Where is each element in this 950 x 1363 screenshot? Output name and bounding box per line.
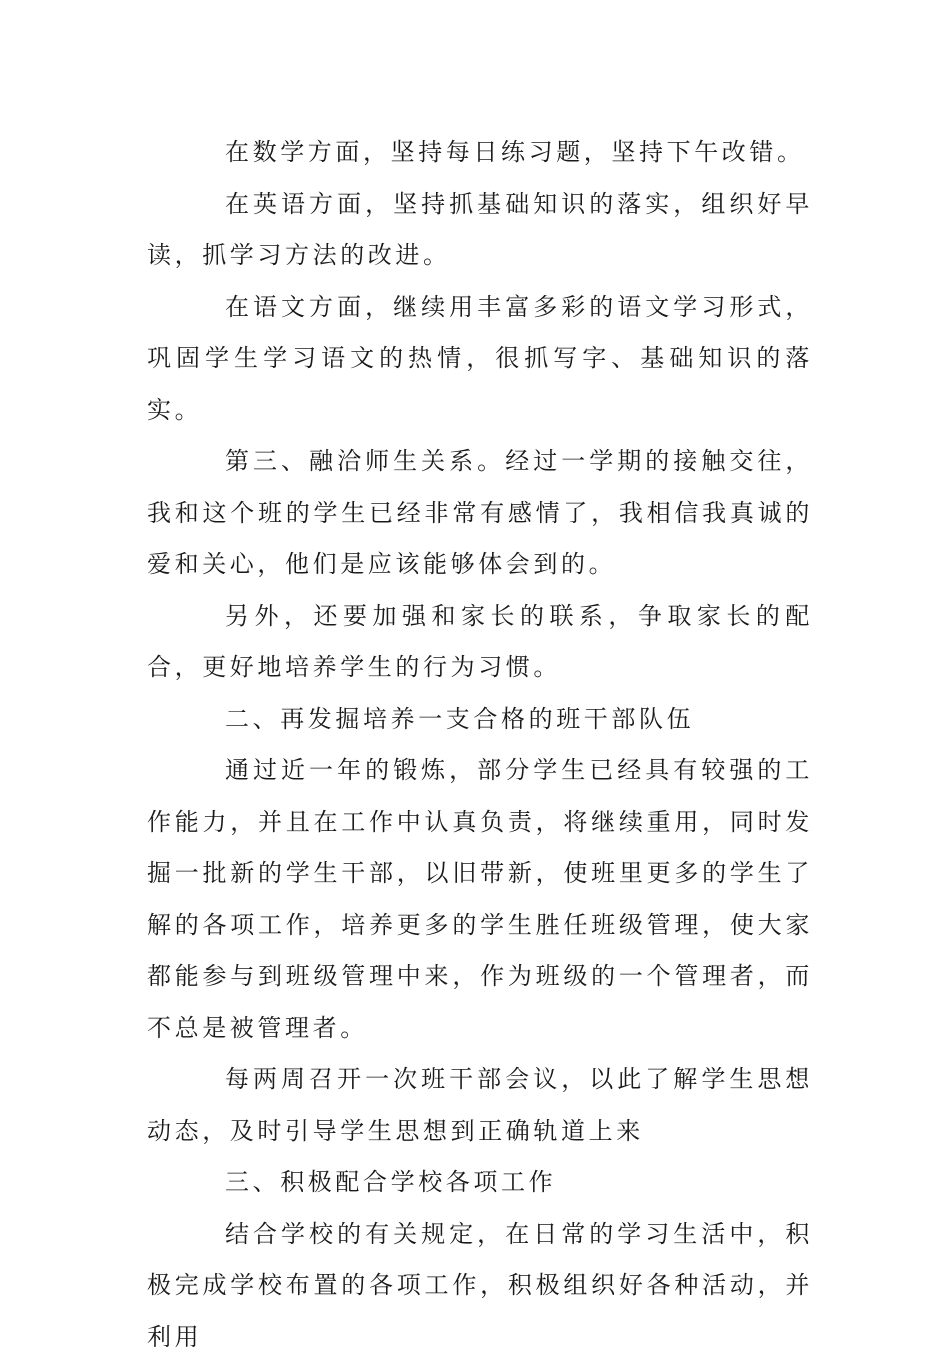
paragraph-chinese: 在语文方面，继续用丰富多彩的语文学习形式，巩固学生学习语文的热情，很抓写字、基础知识的落实。 (147, 282, 813, 437)
paragraph-english: 在英语方面，坚持抓基础知识的落实，组织好早读，抓学习方法的改进。 (147, 179, 813, 282)
paragraph-teacher-student-relationship: 第三、融洽师生关系。经过一学期的接触交往，我和这个班的学生已经非常有感情了，我相信我真诚的爱和关心，他们是应该能够体会到的。 (147, 436, 813, 591)
paragraph-math: 在数学方面，坚持每日练习题，坚持下午改错。 (147, 127, 813, 179)
paragraph-parents: 另外，还要加强和家长的联系，争取家长的配合，更好地培养学生的行为习惯。 (147, 591, 813, 694)
document-body (147, 127, 813, 1363)
paragraph-school-regulations: 结合学校的有关规定，在日常的学习生活中，积极完成学校布置的各项工作，积极组织好各种活动，并利用 (147, 1209, 813, 1363)
paragraph-cadre-meetings: 每两周召开一次班干部会议，以此了解学生思想动态，及时引导学生思想到正确轨道上来 (147, 1054, 813, 1157)
section-heading-school-work: 三、积极配合学校各项工作 (147, 1157, 813, 1209)
paragraph-cadre-training: 通过近一年的锻炼，部分学生已经具有较强的工作能力，并且在工作中认真负责，将继续重用，同时发掘一批新的学生干部，以旧带新，使班里更多的学生了解的各项工作，培养更多的学生胜任班级管理，使大家都能参与到班级管理中来，作为班级的一个管理者，而不总是被管理者。 (147, 745, 813, 1054)
section-heading-class-cadres: 二、再发掘培养一支合格的班干部队伍 (147, 694, 813, 746)
